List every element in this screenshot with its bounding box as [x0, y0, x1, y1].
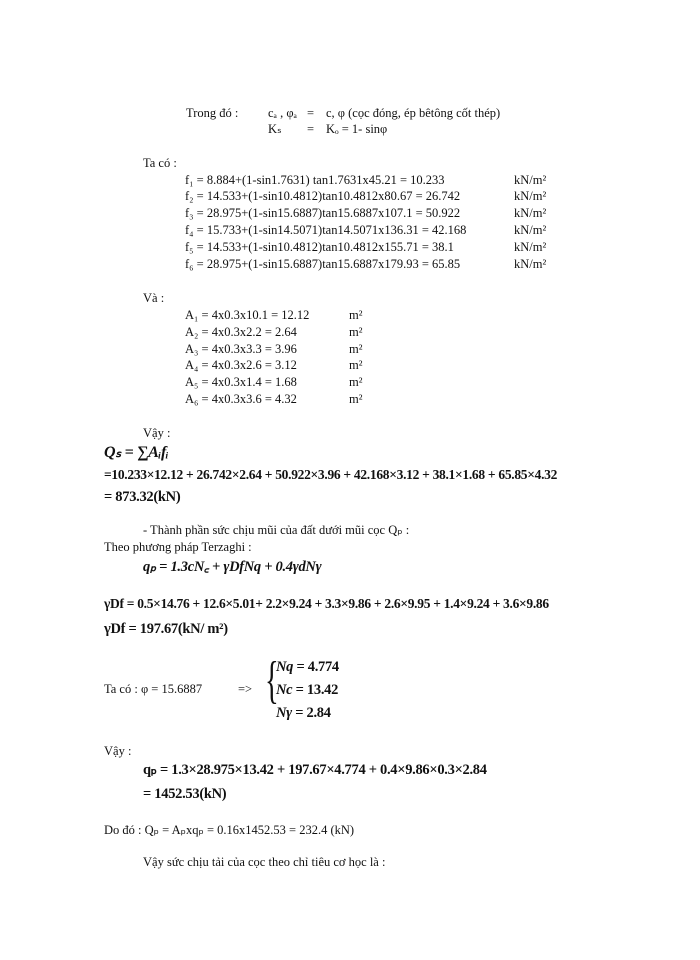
- area-expr: = 4x0.3x2.6 = 3.12: [201, 358, 297, 372]
- area-expr: = 4x0.3x1.4 = 1.68: [201, 375, 297, 389]
- factor-name: Nq: [276, 659, 294, 675]
- area-name: A₂: [185, 325, 199, 339]
- area-row-1: [185, 309, 309, 322]
- friction-row-6: [185, 258, 460, 271]
- friction-label: Ta có :: [143, 156, 177, 170]
- area-name: A₄: [185, 358, 199, 372]
- factors-arrow: =>: [238, 682, 253, 696]
- qs-expansion: =10.233×12.12 + 26.742×2.64 + 50.922×3.96 + 42.168×3.12 + 38.1×1.68 + 65.85×4.32: [104, 467, 558, 482]
- areas-label: Và :: [143, 291, 165, 305]
- friction-row-1: [185, 174, 445, 187]
- friction-unit: kN/m²: [514, 240, 547, 254]
- friction-expr: = 15.733+(1-sin14.5071)tan14.5071x136.31 = 42.168: [196, 223, 467, 237]
- where-line1-rhs: c, φ (cọc đóng, ép bêtông cốt thép): [326, 106, 501, 120]
- friction-name: f₂: [185, 189, 194, 203]
- area-row-4: [185, 359, 297, 372]
- area-name: A₅: [185, 375, 199, 389]
- factor-ngamma: [276, 706, 331, 721]
- area-row-3: [185, 343, 297, 356]
- friction-row-3: [185, 207, 460, 220]
- factor-value: = 13.42: [295, 682, 339, 698]
- friction-unit: kN/m²: [514, 189, 547, 203]
- where-line1-eq: =: [307, 106, 315, 120]
- conclusion-final: Vậy sức chịu tải của cọc theo chỉ tiêu cơ học là :: [143, 855, 386, 869]
- friction-unit: kN/m²: [514, 173, 547, 187]
- factor-value: = 4.774: [296, 659, 339, 675]
- friction-unit: kN/m²: [514, 223, 547, 237]
- factor-name: Nγ: [276, 705, 292, 721]
- friction-name: f₃: [185, 206, 194, 220]
- tip-method: Theo phương pháp Terzaghi :: [104, 540, 252, 554]
- where-line1-lhs: cₐ , φₐ: [268, 106, 297, 120]
- area-name: A₆: [185, 392, 199, 406]
- factor-nc: [276, 683, 338, 698]
- factor-value: = 2.84: [295, 705, 331, 721]
- friction-expr: = 28.975+(1-sin15.6887)tan15.6887x179.93 = 65.85: [196, 257, 461, 271]
- friction-name: f₁: [185, 173, 194, 187]
- area-name: A₁: [185, 308, 199, 322]
- friction-expr: = 14.533+(1-sin10.4812)tan10.4812x155.71 = 38.1: [196, 240, 454, 254]
- qp-expansion: qₚ = 1.3×28.975×13.42 + 197.67×4.774 + 0.4×9.86×0.3×2.84: [143, 762, 487, 778]
- friction-name: f₆: [185, 257, 194, 271]
- area-expr: = 4x0.3x10.1 = 12.12: [201, 308, 310, 322]
- area-unit: m²: [349, 308, 363, 322]
- tip-heading: - Thành phần sức chịu mũi của đất dưới mũi cọc Qₚ :: [143, 523, 410, 537]
- qs-formula: Qₛ = ∑Aᵢfᵢ: [104, 444, 169, 461]
- factor-name: Nc: [276, 682, 293, 698]
- area-unit: m²: [349, 375, 363, 389]
- where-line2-eq: =: [307, 122, 315, 136]
- area-unit: m²: [349, 325, 363, 339]
- friction-row-2: [185, 190, 460, 203]
- qp-label: Vậy :: [104, 744, 132, 758]
- area-expr: = 4x0.3x2.2 = 2.64: [201, 325, 297, 339]
- area-unit: m²: [349, 342, 363, 356]
- where-line2-rhs: Kₒ = 1- sinφ: [326, 122, 388, 136]
- friction-row-5: [185, 241, 454, 254]
- friction-unit: kN/m²: [514, 206, 547, 220]
- friction-expr: = 8.884+(1-sin1.7631) tan1.7631x45.21 = 10.233: [196, 173, 445, 187]
- factor-nq: [276, 660, 339, 675]
- area-row-2: [185, 326, 297, 339]
- where-label: Trong đó :: [186, 106, 239, 120]
- friction-name: f₅: [185, 240, 194, 254]
- qp-result: = 1452.53(kN): [143, 786, 227, 802]
- area-name: A₃: [185, 342, 199, 356]
- tip-formula: qₚ = 1.3cN꜀ + γDfNq + 0.4γdNγ: [143, 559, 322, 575]
- gamma-df-result: γDf = 197.67(kN/ m²): [104, 621, 228, 637]
- friction-name: f₄: [185, 223, 194, 237]
- friction-unit: kN/m²: [514, 257, 547, 271]
- factors-label: Ta có : φ = 15.6887: [104, 682, 203, 696]
- area-expr: = 4x0.3x3.3 = 3.96: [201, 342, 297, 356]
- friction-row-4: [185, 224, 466, 237]
- area-unit: m²: [349, 392, 363, 406]
- qs-label: Vậy :: [143, 426, 171, 440]
- friction-expr: = 14.533+(1-sin10.4812)tan10.4812x80.67 = 26.742: [196, 189, 461, 203]
- friction-expr: = 28.975+(1-sin15.6887)tan15.6887x107.1 = 50.922: [196, 206, 461, 220]
- where-line2-lhs: Kₛ: [268, 122, 282, 136]
- gamma-df-expansion: γDf = 0.5×14.76 + 12.6×5.01+ 2.2×9.24 + 3.3×9.86 + 2.6×9.95 + 1.4×9.24 + 3.6×9.86: [104, 596, 549, 611]
- conclusion-line: Do đó : Qₚ = Aₚxqₚ = 0.16x1452.53 = 232.4 (kN): [104, 823, 355, 837]
- area-row-6: [185, 393, 297, 406]
- qs-result: = 873.32(kN): [104, 489, 181, 505]
- brace-icon: {: [265, 652, 279, 709]
- area-expr: = 4x0.3x3.6 = 4.32: [201, 392, 297, 406]
- area-row-5: [185, 376, 297, 389]
- area-unit: m²: [349, 358, 363, 372]
